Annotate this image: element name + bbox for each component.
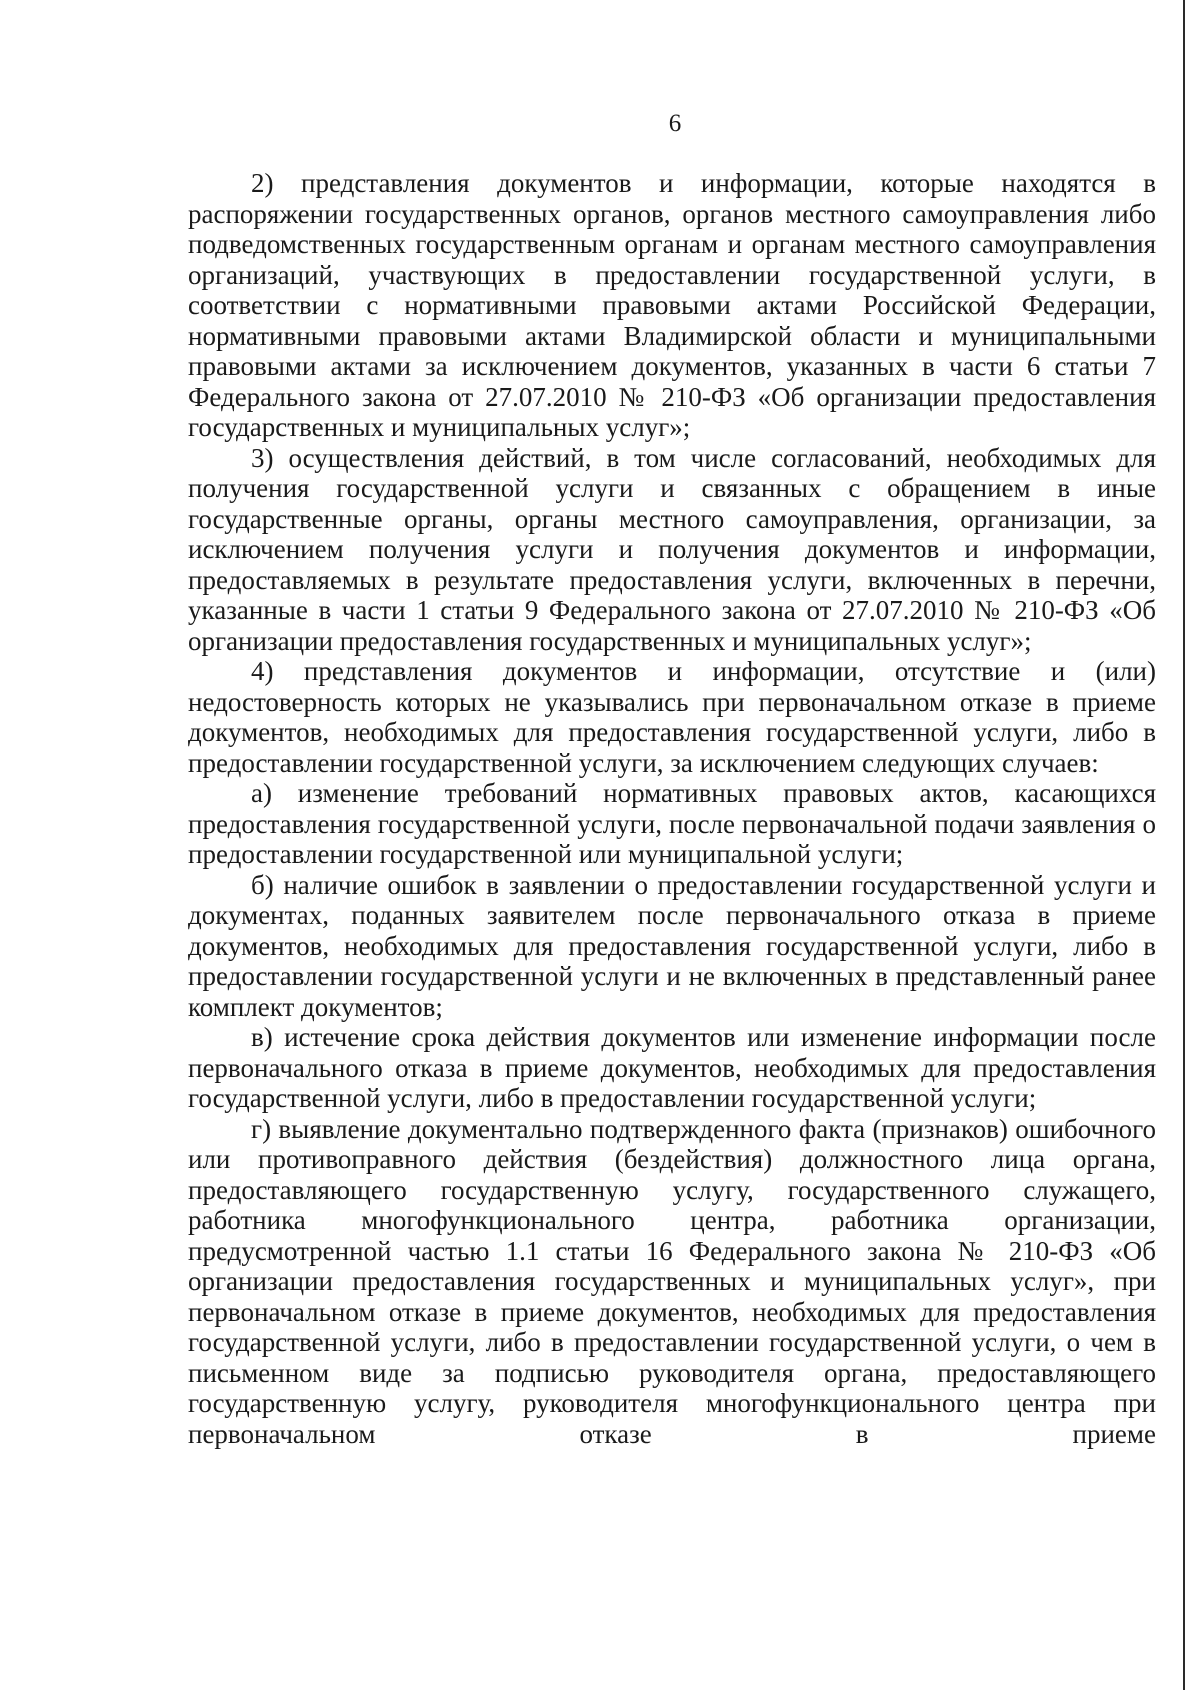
document-body <box>188 168 1156 1449</box>
paragraph-subitem-v: в) истечение срока действия документов или изменение информации после первоначального отказа в приеме документов, необходимых для предоставления государственной услуги, либо в предоставлении государственной услуги; <box>188 1022 1156 1113</box>
paragraph-subitem-a: а) изменение требований нормативных правовых актов, касающихся предоставления государственной услуги, после первоначальной подачи заявления о предоставлении государственной или муниципальной услуги; <box>188 778 1156 869</box>
paragraph-subitem-g: г) выявление документально подтвержденного факта (признаков) ошибочного или противоправного действия (бездействия) должностного лица органа, предоставляющего государственную услугу, государственного служащего, работника многофункционального центра, работника организации, предусмотренной частью 1.1 статьи 16 Федерального закона № 210-ФЗ «Об организации предоставления государственных и муниципальных услуг», при первоначальном отказе в приеме документов, необходимых для предоставления государственной услуги, либо в предоставлении государственной услуги, о чем в письменном виде за подписью руководителя органа, предоставляющего государственную услугу, руководителя многофункционального центра при первоначальном отказе в приеме <box>188 1113 1156 1449</box>
paragraph-subitem-b: б) наличие ошибок в заявлении о предоставлении государственной услуги и документах, поданных заявителем после первоначального отказа в приеме документов, необходимых для предоставления государственной услуги, либо в предоставлении государственной услуги и не включенных в представленный ранее комплект документов; <box>188 869 1156 1022</box>
paragraph-item-4: 4) представления документов и информации, отсутствие и (или) недостоверность которых не указывались при первоначальном отказе в приеме документов, необходимых для предоставления государственной услуги, либо в предоставлении государственной услуги, за исключением следующих случаев: <box>188 656 1156 778</box>
page-number: 6 <box>668 110 682 137</box>
scan-edge-line <box>1183 0 1185 1690</box>
paragraph-item-3: 3) осуществления действий, в том числе согласований, необходимых для получения государственной услуги и связанных с обращением в иные государственные органы, органы местного самоуправления, организации, за исключением получения услуги и получения документов и информации, предоставляемых в результате предоставления услуги, включенных в перечни, указанные в части 1 статьи 9 Федерального закона от 27.07.2010 № 210-ФЗ «Об организации предоставления государственных и муниципальных услуг»; <box>188 442 1156 656</box>
paragraph-item-2: 2) представления документов и информации, которые находятся в распоряжении государственных органов, органов местного самоуправления либо подведомственных государственным органам и органам местного самоуправления организаций, участвующих в предоставлении государственной услуги, в соответствии с нормативными правовыми актами Российской Федерации, нормативными правовыми актами Владимирской области и муниципальными правовыми актами за исключением документов, указанных в части 6 статьи 7 Федерального закона от 27.07.2010 № 210-ФЗ «Об организации предоставления государственных и муниципальных услуг»; <box>188 168 1156 442</box>
